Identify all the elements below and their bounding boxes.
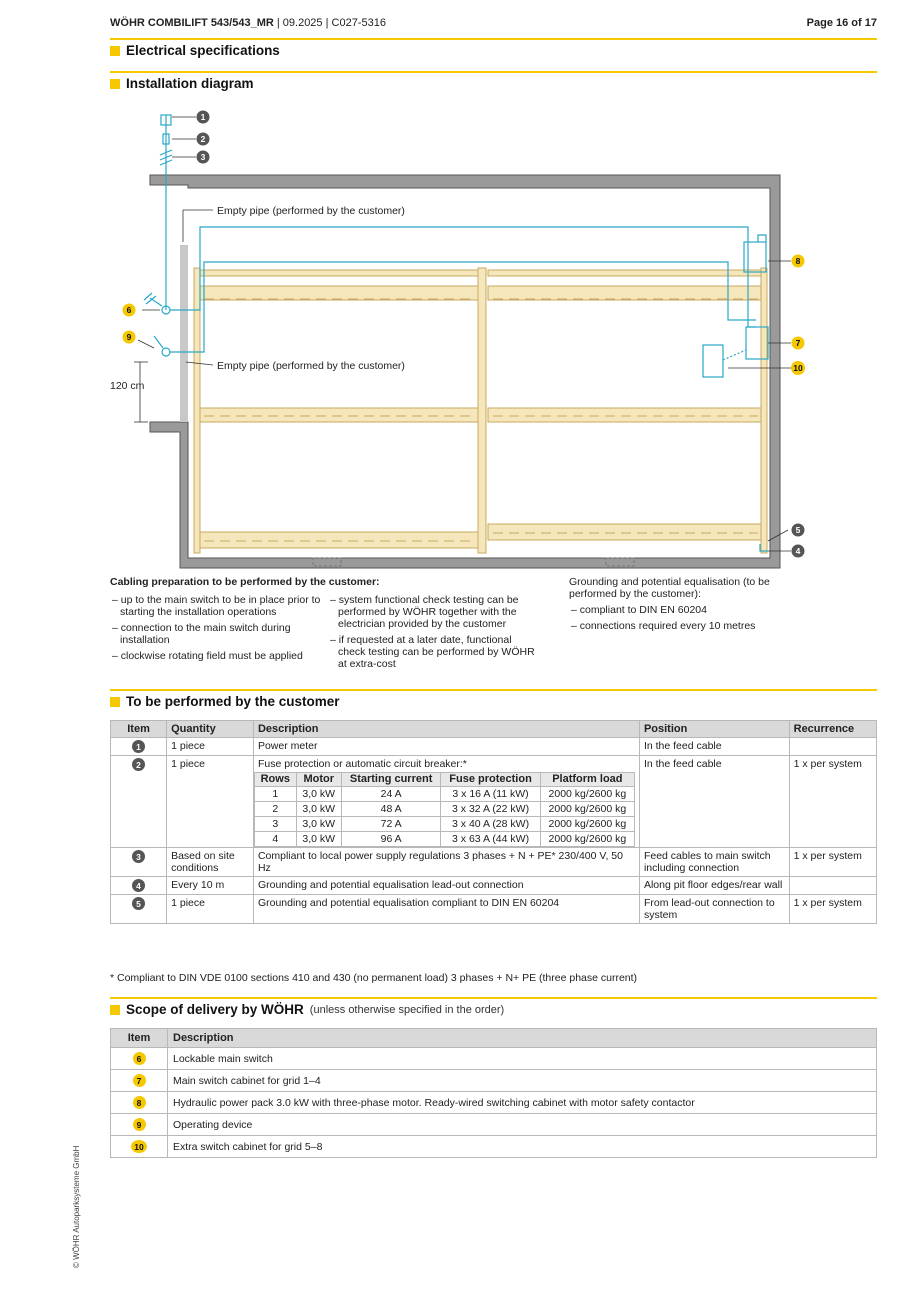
cabling-col3: Grounding and potential equalisation (to be performed by the customer): – compliant to DIN EN 60204 – connections required every 10 metres — [569, 576, 799, 636]
section-electrical: Electrical specifications — [110, 43, 280, 58]
table-row: 10 Extra switch cabinet for grid 5–8 — [111, 1136, 877, 1158]
list-item: – compliant to DIN EN 60204 — [571, 604, 707, 616]
table-row: 7 Main switch cabinet for grid 1–4 — [111, 1070, 877, 1092]
list-item: – clockwise rotating field must be applied — [112, 650, 303, 662]
section-marker — [110, 1005, 120, 1015]
section-rule — [110, 71, 877, 73]
item-badge: 5 — [132, 897, 145, 910]
item-badge: 6 — [133, 1052, 146, 1065]
list-item: – system functional check testing can be performed by WÖHR together with the electrician provided by the customer — [330, 594, 519, 630]
copyright: © WÖHR Autoparksysteme GmbH — [72, 1145, 81, 1268]
table-row: 3 Based on site conditions Compliant to local power supply regulations 3 phases + N + PE* 230/400 V, 50 Hz Feed cables to main switch including connection 1 x per system — [111, 848, 877, 877]
section-customer: To be performed by the customer — [110, 694, 340, 709]
item-badge: 4 — [132, 879, 145, 892]
cabling-col2 — [328, 594, 538, 674]
fuse-row: 2 3,0 kW 48 A 3 x 32 A (22 kW) 2000 kg/2600 kg — [254, 802, 634, 817]
svg-text:10: 10 — [793, 363, 803, 373]
wall-opening — [180, 245, 188, 422]
section-marker — [110, 79, 120, 89]
section-marker — [110, 46, 120, 56]
section-scope: Scope of delivery by WÖHR (unless otherwise specified in the order) — [110, 1002, 504, 1017]
item-badge: 8 — [133, 1096, 146, 1109]
fuse-row: 1 3,0 kW 24 A 3 x 16 A (11 kW) 2000 kg/2600 kg — [254, 787, 634, 802]
svg-text:4: 4 — [795, 546, 801, 556]
item-badge: 9 — [133, 1118, 146, 1131]
cabling-title: Cabling preparation to be performed by the customer: — [110, 576, 380, 588]
svg-text:9: 9 — [126, 332, 132, 342]
page-header — [110, 12, 877, 34]
table-row: 9 Operating device — [111, 1114, 877, 1136]
item-badge: 2 — [132, 758, 145, 771]
section-rule — [110, 689, 877, 691]
table-row: 8 Hydraulic power pack 3.0 kW with three-phase motor. Ready-wired switching cabinet with motor safety contactor — [111, 1092, 877, 1114]
section-installation: Installation diagram — [110, 76, 254, 91]
header-rule — [110, 38, 877, 40]
list-item: – if requested at a later date, functional check testing can be performed by WÖHR at extra-cost — [330, 634, 535, 670]
svg-text:1: 1 — [200, 112, 206, 122]
svg-text:6: 6 — [126, 305, 132, 315]
svg-text:2: 2 — [200, 134, 206, 144]
fuse-row: 3 3,0 kW 72 A 3 x 40 A (28 kW) 2000 kg/2600 kg — [254, 817, 634, 832]
list-item: – connection to the main switch during installation — [112, 622, 291, 646]
installation-diagram — [108, 100, 878, 570]
empty-pipe-top-label: Empty pipe (performed by the customer) — [217, 205, 405, 217]
document-id: WÖHR COMBILIFT 543/543_MR | 09.2025 | C027-5316 — [110, 17, 386, 29]
svg-text:5: 5 — [795, 525, 801, 535]
svg-text:8: 8 — [795, 256, 801, 266]
fuse-cell: Fuse protection or automatic circuit breaker:* Rows Motor Starting current Fuse protection Platform load 1 3,0 kW 24 A 3 x 16 A (11 kW) 2000 kg/2600 kg 2 3,0 kW 48 A 3 x 32 A (22 kW) 2000 kg/2600 kg 3 3,0 kW 72 A 3 x 40 A (28 kW) 2000 kg/2600 kg 4 3,0 kW 96 A 3 x 63 A (44 kW) 2000 kg/2600 kg — [253, 756, 639, 848]
item-badge: 3 — [132, 850, 145, 863]
table-row: 6 Lockable main switch — [111, 1048, 877, 1070]
section-rule — [110, 997, 877, 999]
table-row: 4 Every 10 m Grounding and potential equalisation lead-out connection Along pit floor edges/rear wall — [111, 877, 877, 895]
table-row: 5 1 piece Grounding and potential equalisation compliant to DIN EN 60204 From lead-out connection to system 1 x per system — [111, 895, 877, 924]
item-badge: 7 — [133, 1074, 146, 1087]
empty-pipe-bottom-label: Empty pipe (performed by the customer) — [217, 360, 405, 372]
table-header-row: Item Description — [111, 1029, 877, 1048]
fuse-row: 4 3,0 kW 96 A 3 x 63 A (44 kW) 2000 kg/2600 kg — [254, 832, 634, 847]
table-row: 2 1 piece Fuse protection or automatic circuit breaker:* Rows Motor Starting current Fuse protection Platform load 1 3,0 kW 24 A 3 x 16 A (11 kW) 2000 kg/2600 kg 2 3,0 kW 48 A 3 x 32 A (22 kW) 2000 kg/2600 kg 3 3,0 kW 72 A 3 x 40 A (28 kW) 2000 kg/2600 kg 4 3,0 kW 96 A 3 x 63 A (44 kW) 2000 kg/2600 kg In the feed cable 1 x per system — [111, 756, 877, 848]
item-badge: 1 — [132, 740, 145, 753]
customer-table — [110, 720, 877, 924]
svg-text:7: 7 — [795, 338, 801, 348]
table-header-row: Item Quantity Description Position Recurrence — [111, 721, 877, 738]
cabling-col1 — [110, 594, 322, 666]
section-marker — [110, 697, 120, 707]
footnote: * Compliant to DIN VDE 0100 sections 410 and 430 (no permanent load) 3 phases + N+ PE (three phase current) — [110, 972, 638, 984]
scope-table — [110, 1028, 877, 1158]
fuse-table: Rows Motor Starting current Fuse protection Platform load 1 3,0 kW 24 A 3 x 16 A (11 kW) 2000 kg/2600 kg 2 3,0 kW 48 A 3 x 32 A (22 kW) 2000 kg/2600 kg 3 3,0 kW 72 A 3 x 40 A (28 kW) 2000 kg/2600 kg 4 3,0 kW 96 A 3 x 63 A (44 kW) 2000 kg/2600 kg — [254, 772, 635, 847]
page-number: Page 16 of 17 — [806, 17, 877, 29]
list-item: – up to the main switch to be in place prior to starting the installation operations — [112, 594, 321, 618]
svg-text:3: 3 — [200, 152, 206, 162]
item-badge: 10 — [131, 1140, 147, 1153]
table-row: 1 1 piece Power meter In the feed cable — [111, 738, 877, 756]
height-label: 120 cm — [110, 380, 145, 392]
list-item: – connections required every 10 metres — [571, 620, 756, 632]
